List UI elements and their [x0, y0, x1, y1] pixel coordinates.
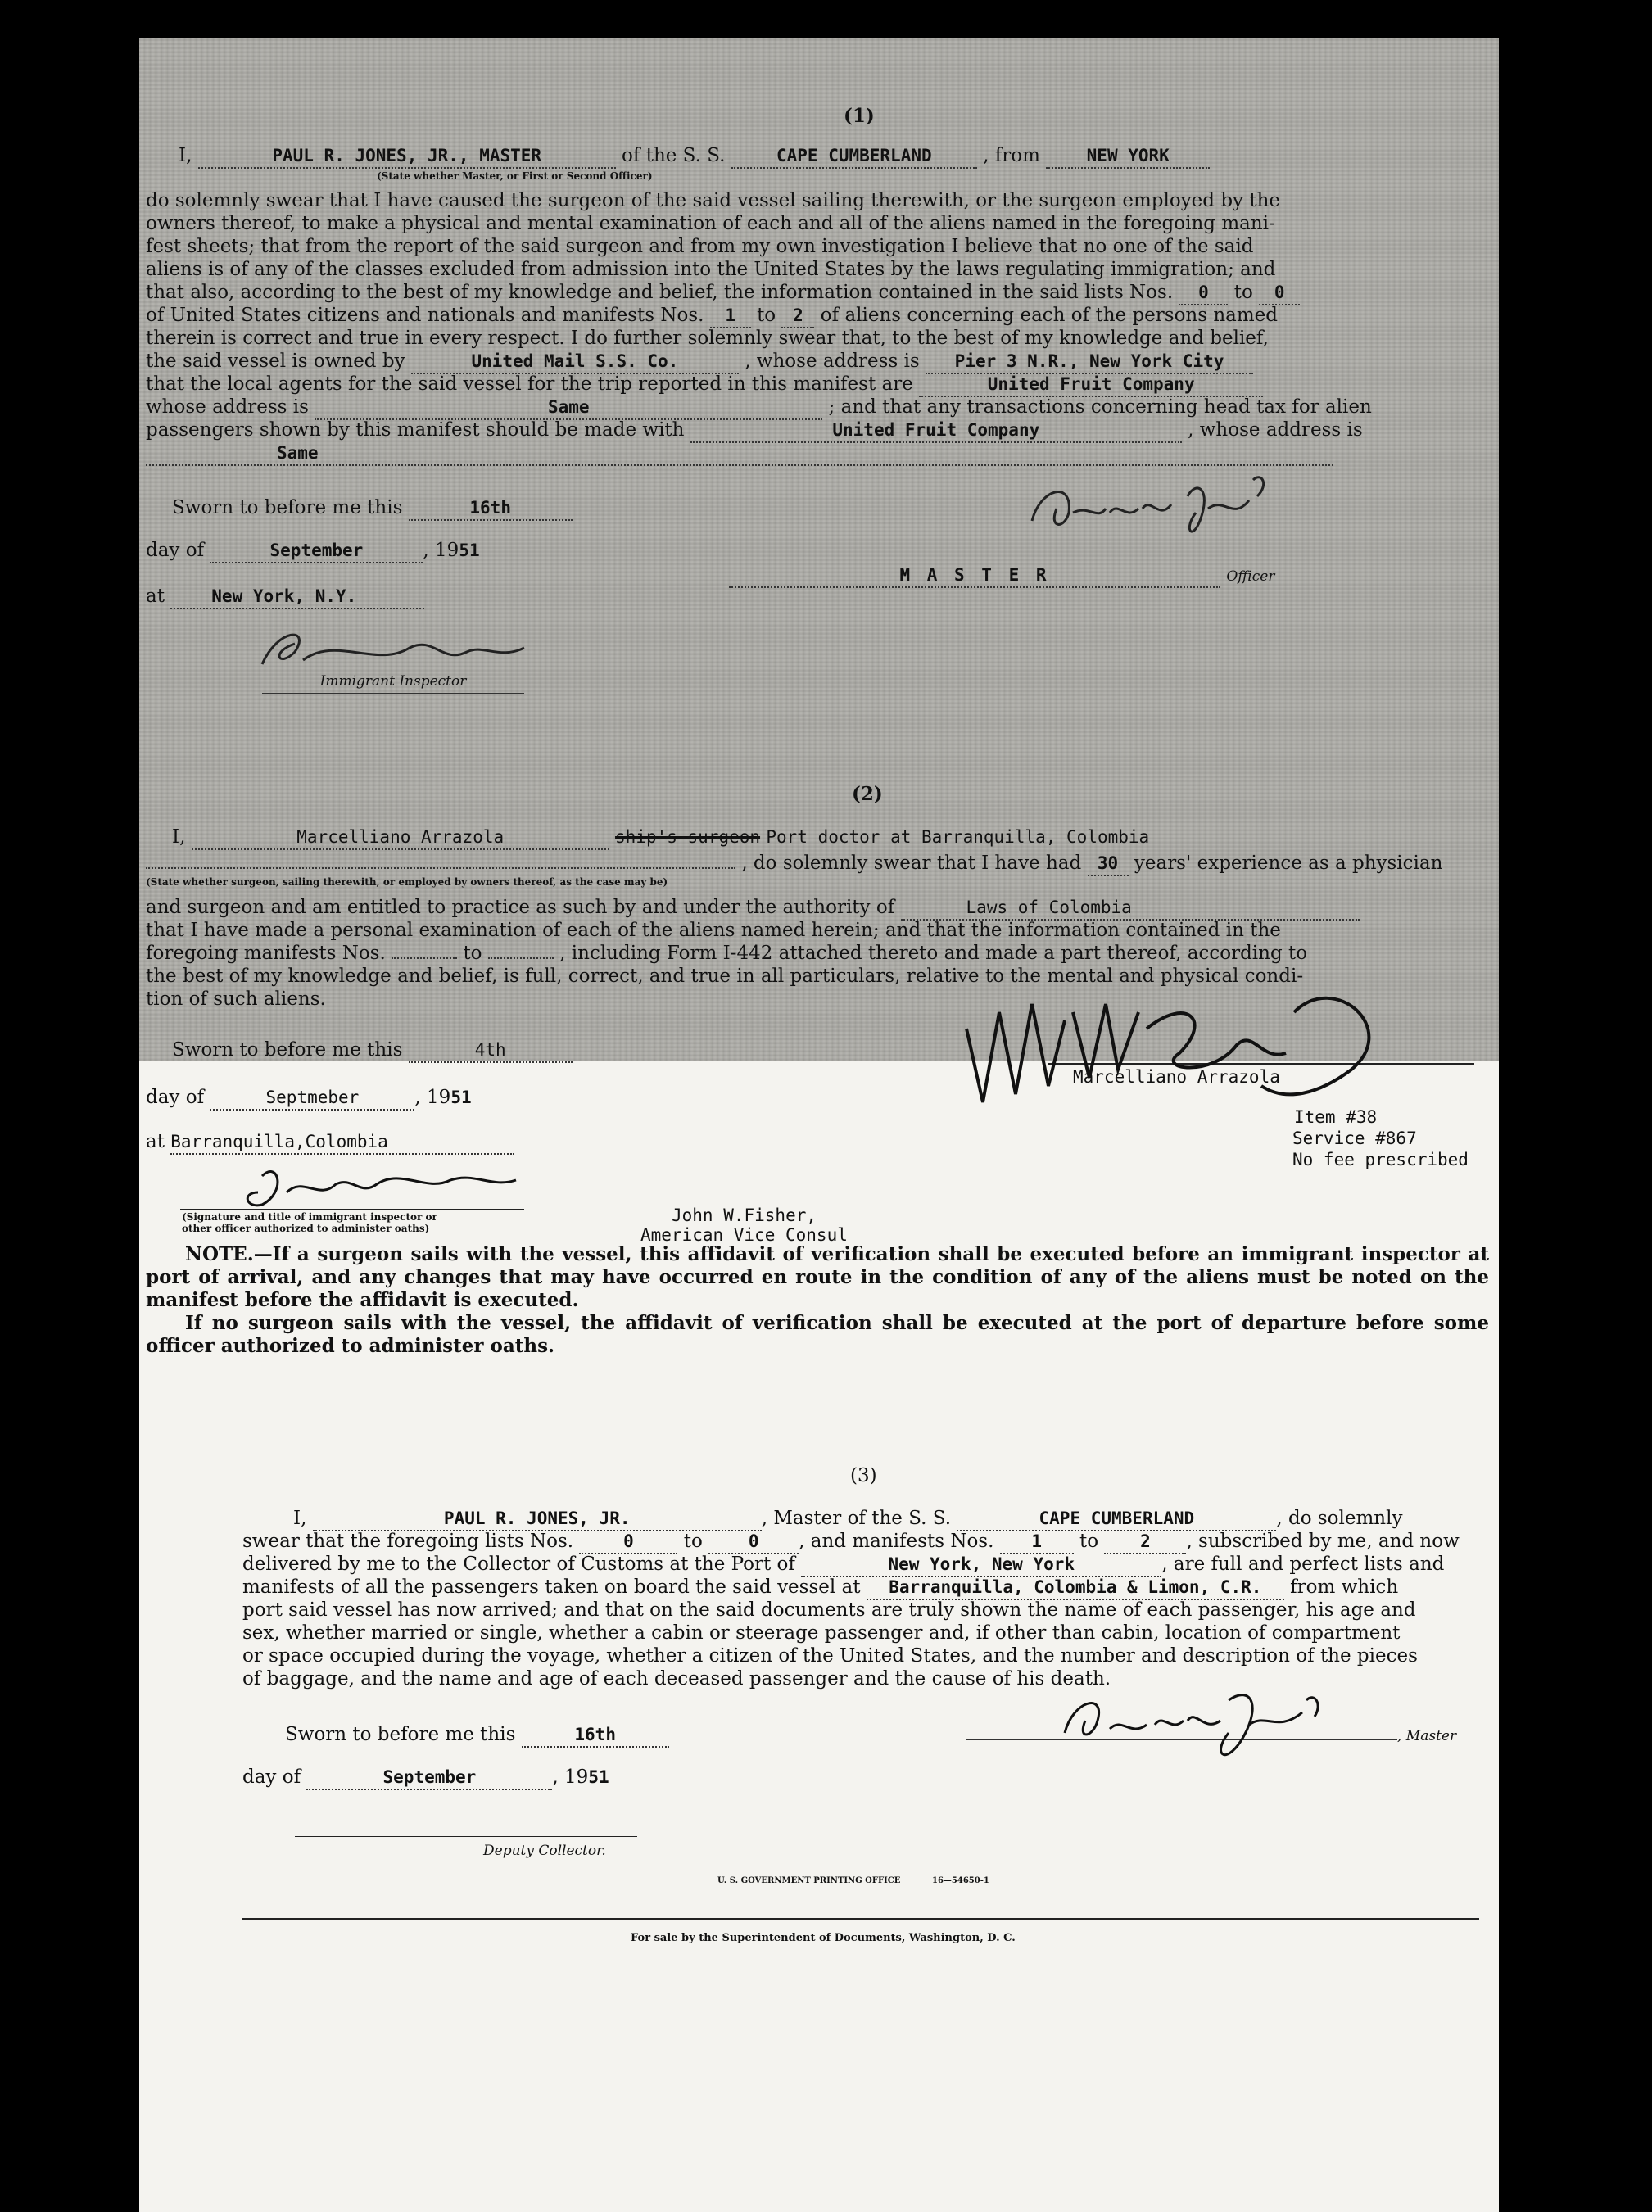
s2-struck: ship's surgeon [615, 827, 761, 847]
punch-hole [1523, 1868, 1566, 1911]
s1-line1: do solemnly swear that I have caused the surgeon of the said vessel sailing therewith, or the surgeon employed by the [146, 190, 1281, 211]
punch-hole [1521, 205, 1564, 247]
s1-line6-tail: of aliens concerning each of the persons named [820, 305, 1279, 326]
s3-sworn-day: 16th [522, 1723, 669, 1748]
s2-line1-tail: years' experience as a physician [1134, 853, 1443, 874]
punch-hole [1509, 508, 1552, 550]
s3-master: PAUL R. JONES, JR. [313, 1507, 762, 1531]
s1-sworn-line [172, 496, 573, 521]
s3-date-line [242, 1766, 609, 1790]
s2-line6: tion of such aliens. [146, 988, 326, 1010]
s2-consul-rule [180, 1209, 524, 1210]
s1-line10 [146, 396, 1372, 420]
s2-line1 [146, 852, 1442, 876]
s2-blank [146, 867, 735, 869]
s3-line2-text: swear that the foregoing lists Nos. [242, 1531, 574, 1552]
doctor-signature [942, 979, 1401, 1119]
s1-lists-to: 0 [1259, 281, 1300, 305]
s1-year-suffix: 51 [459, 541, 480, 560]
s2-role: Port doctor at Barranquilla, Colombia [766, 827, 1150, 847]
s1-owner: United Mail S.S. Co. [411, 350, 739, 374]
punch-hole [1521, 1441, 1564, 1484]
punch-hole [1509, 590, 1552, 632]
s1-i-label: I, [179, 145, 192, 166]
section1-number: (1) [844, 105, 875, 127]
form-page [139, 38, 1499, 2212]
s2-item: Item #38 [1294, 1107, 1378, 1127]
s1-sworn-label: Sworn to before me this [172, 497, 403, 518]
s3-man-from: 1 [1000, 1530, 1074, 1554]
s3-day-of: day of [242, 1766, 301, 1788]
punch-hole [1522, 1566, 1564, 1608]
s1-from-label: , from [983, 145, 1040, 166]
s3-line2 [242, 1530, 1460, 1554]
s2-year-suffix: 51 [450, 1088, 472, 1107]
s3-year-prefix: , 19 [552, 1766, 589, 1788]
punch-hole [1511, 731, 1554, 774]
s1-day-of: day of [146, 540, 205, 561]
s3-collector-label: Deputy Collector. [483, 1843, 606, 1859]
s2-day-of: day of [146, 1087, 205, 1108]
s1-owner-address: Pier 3 N.R., New York City [926, 350, 1253, 374]
s3-line8: of baggage, and the name and age of each deceased passenger and the cause of his death. [242, 1668, 1111, 1690]
s2-note1: NOTE.—If a surgeon sails with the vessel, this affidavit of verification shall be executed before an immigrant inspector at port of arrival, and any changes that may have occurred en route in the condition of any of the aliens must be noted on the manifest before the affidavit is executed. [146, 1243, 1489, 1311]
s1-agents-address: Same [315, 396, 822, 420]
s3-sworn-line [285, 1723, 669, 1748]
s1-line11-tail: , whose address is [1188, 419, 1363, 441]
s1-line11 [146, 418, 1363, 443]
s2-line2-text: and surgeon and am entitled to practice as such by and under the authority of [146, 897, 895, 918]
inspector-signature [246, 619, 541, 685]
s2-line4-text: foregoing manifests Nos. [146, 943, 386, 964]
s1-line6 [146, 304, 1278, 328]
s3-line5: port said vessel has now arrived; and that on the said documents are truly shown the name of each passenger, his age and [242, 1599, 1416, 1621]
s3-lists-from: 0 [579, 1530, 677, 1554]
section2-number: (2) [852, 783, 883, 805]
s1-line11-text: passengers shown by this manifest should be made with [146, 419, 685, 441]
master-signature-3 [1032, 1676, 1360, 1774]
s3-line4 [242, 1576, 1398, 1600]
s2-line5: the best of my knowledge and belief, is full, correct, and true in all particulars, relative to the mental and physical condi- [146, 966, 1304, 987]
s1-line10-text: whose address is [146, 396, 309, 418]
s1-year-prefix: , 19 [423, 540, 459, 561]
s1-line12 [146, 441, 1333, 466]
s3-embark: Barranquilla, Colombia & Limon, C.R. [867, 1576, 1284, 1600]
s1-line3: fest sheets; that from the report of the said surgeon and from my own investigation I believe that no one of the said [146, 236, 1254, 257]
s2-at-label: at [146, 1131, 165, 1152]
s1-line8 [146, 350, 1253, 374]
s1-officer-name: PAUL R. JONES, JR., MASTER [198, 144, 616, 169]
s1-officer-caption: (State whether Master, or First or Second Officer) [377, 170, 653, 182]
s3-lists-to: 0 [708, 1530, 799, 1554]
s3-line2-tail: , subscribed by me, and now [1186, 1531, 1460, 1552]
s2-years: 30 [1088, 852, 1129, 876]
s1-sworn-day: 16th [409, 496, 573, 521]
s1-officer-title: M A S T E R [729, 563, 1220, 588]
footer-rule [242, 1918, 1479, 1920]
s3-port: New York, New York [801, 1553, 1161, 1577]
s1-officer-line [729, 563, 1274, 588]
s2-note2: If no surgeon sails with the vessel, the affidavit of verification shall be executed at the port of departure before some officer authorized to administer oaths. [146, 1312, 1489, 1357]
s3-line1 [293, 1507, 1402, 1531]
s1-first-line [179, 144, 1210, 169]
footer-form-code: 16—54650-1 [932, 1876, 989, 1885]
s2-sig-caption2: other officer authorized to administer oaths) [182, 1223, 430, 1234]
s2-line4-tail: , including Form I-442 attached thereto and made a part thereof, according to [559, 943, 1308, 964]
s2-place-line [146, 1130, 514, 1155]
s3-line1-text: , Master of the S. S. [761, 1508, 952, 1529]
footer-sale: For sale by the Superintendent of Documents, Washington, D. C. [631, 1932, 1016, 1944]
punch-hole [1509, 84, 1552, 126]
s1-headtax-address: Same [146, 441, 1333, 466]
s2-sworn-label: Sworn to before me this [172, 1039, 403, 1061]
s2-line3: that I have made a personal examination of each of the aliens named herein; and that the information contained in the [146, 920, 1281, 941]
s1-line2: owners thereof, to make a physical and mental examination of each and all of the aliens named in the foregoing mani- [146, 213, 1275, 234]
section3-number: (3) [850, 1465, 877, 1486]
s1-line8-text: the said vessel is owned by [146, 351, 405, 372]
s1-to-2: to [757, 305, 776, 326]
s2-line4 [146, 942, 1307, 965]
s1-line10-tail: ; and that any transactions concerning head tax for alien [828, 396, 1372, 418]
s2-line2 [146, 896, 1360, 921]
s1-line4: aliens is of any of the classes excluded from admission into the United States by the laws regulating immigration; and [146, 259, 1276, 280]
s2-sworn-day: 4th [409, 1038, 573, 1063]
s1-line9 [146, 373, 1263, 397]
s2-consul-title: American Vice Consul [640, 1225, 848, 1245]
s3-line3-tail: , are full and perfect lists and [1161, 1554, 1445, 1575]
s1-line7: therein is correct and true in every respect. I do further solemnly swear that, to the best of my knowledge and belief, [146, 328, 1269, 349]
s1-inspector-caption: Immigrant Inspector [262, 670, 524, 694]
s1-port-from: NEW YORK [1046, 144, 1210, 169]
s2-manifest-to [488, 957, 554, 959]
s1-place-line [146, 585, 424, 609]
s2-consul-name: John W.Fisher, [672, 1206, 817, 1225]
s2-date-line [146, 1086, 472, 1111]
s3-year-suffix: 51 [588, 1767, 609, 1787]
s3-sworn-label: Sworn to before me this [285, 1724, 516, 1745]
s2-fee: No fee prescribed [1292, 1150, 1469, 1169]
s3-line2-mid: , and manifests Nos. [799, 1531, 994, 1552]
s1-line5 [146, 281, 1300, 305]
s1-at-label: at [146, 586, 165, 607]
master-signature-1 [1024, 464, 1278, 562]
s2-doctor: Marcelliano Arrazola [192, 826, 609, 850]
s2-year-prefix: , 19 [414, 1087, 451, 1108]
footer-gpo: U. S. GOVERNMENT PRINTING OFFICE [717, 1876, 901, 1885]
s3-line7: or space occupied during the voyage, whether a citizen of the United States, and the number and description of the pieces [242, 1645, 1418, 1667]
s3-line3 [242, 1553, 1444, 1577]
s2-manifest-from [392, 957, 457, 959]
s1-line9-text: that the local agents for the said vessel for the trip reported in this manifest are [146, 373, 913, 395]
s1-agents: United Fruit Company [919, 373, 1263, 397]
s3-line4-tail: from which [1290, 1576, 1399, 1598]
s1-date-line [146, 539, 480, 563]
s3-to-1: to [683, 1531, 703, 1552]
s2-sworn-line [172, 1038, 573, 1063]
s1-line6-text: of United States citizens and nationals and manifests Nos. [146, 305, 704, 326]
s1-headtax-party: United Fruit Company [690, 418, 1182, 443]
s2-sworn-month: Septmeber [210, 1086, 414, 1111]
s3-sworn-month: September [306, 1766, 552, 1790]
s1-man-to: 2 [781, 304, 814, 328]
s2-line4-to: to [463, 943, 482, 964]
s3-line3-text: delivered by me to the Collector of Customs at the Port of [242, 1554, 795, 1575]
s2-caption: (State whether surgeon, sailing therewith, or employed by owners thereof, as the case may be) [146, 876, 668, 888]
s2-line1-text: , do solemnly swear that I have had [741, 853, 1082, 874]
s2-first-line [172, 826, 1149, 850]
s1-of-ss: of the S. S. [622, 145, 726, 166]
s3-collector-rule [295, 1836, 637, 1837]
s2-sworn-place: Barranquilla,Colombia [170, 1130, 514, 1155]
s1-sworn-month: September [210, 539, 423, 563]
s2-service: Service #867 [1292, 1129, 1417, 1148]
s1-line8-mid: , whose address is [745, 351, 920, 372]
s1-lists-from: 0 [1179, 281, 1228, 305]
s2-signer-typed: Marcelliano Arrazola [1073, 1067, 1280, 1087]
s3-master-label: , Master [1397, 1728, 1457, 1744]
s3-i-label: I, [293, 1508, 307, 1529]
s3-to-2: to [1079, 1531, 1099, 1552]
s2-sig-caption1: (Signature and title of immigrant inspector or [182, 1211, 437, 1223]
punch-hole [1523, 1950, 1566, 1993]
s1-officer-label: Officer [1226, 568, 1275, 585]
s2-authority: Laws of Colombia [901, 896, 1360, 921]
s2-i-label: I, [172, 826, 186, 848]
s3-line6: sex, whether married or single, whether a cabin or steerage passenger and, if other than cabin, location of compartment [242, 1622, 1401, 1644]
s1-vessel: CAPE CUMBERLAND [731, 144, 977, 169]
s1-to-1: to [1233, 282, 1253, 303]
s1-sworn-place: New York, N.Y. [170, 585, 424, 609]
s3-vessel: CAPE CUMBERLAND [957, 1507, 1276, 1531]
s3-man-to: 2 [1104, 1530, 1186, 1554]
s3-line1-tail: , do solemnly [1276, 1508, 1403, 1529]
s1-line5-text: that also, according to the best of my knowledge and belief, the information contained in the said lists Nos. [146, 282, 1174, 303]
s3-line4-text: manifests of all the passengers taken on board the said vessel at [242, 1576, 861, 1598]
s1-man-from: 1 [710, 304, 751, 328]
